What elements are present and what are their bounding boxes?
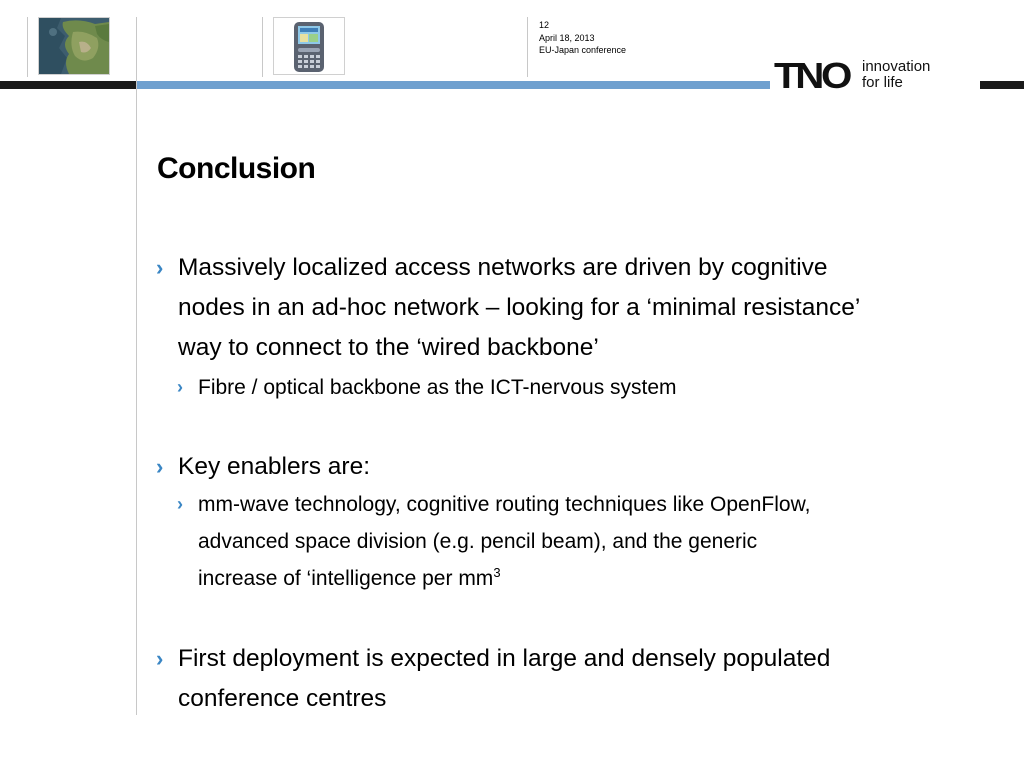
slide-event: EU-Japan conference bbox=[539, 45, 627, 55]
chevron-right-icon: › bbox=[177, 494, 183, 514]
chevron-right-icon: › bbox=[156, 646, 164, 671]
chevron-right-icon: › bbox=[177, 377, 183, 397]
bullet-1 bbox=[156, 248, 998, 368]
header-band-black-left bbox=[0, 81, 136, 89]
bullet-1-line-1: Massively localized access networks are driven by cognitive bbox=[178, 254, 828, 281]
bullet-2 bbox=[156, 447, 998, 487]
bullet-3-line-1: First deployment is expected in large and densely populated bbox=[178, 645, 831, 672]
superscript-three: 3 bbox=[493, 565, 501, 580]
logo-wordmark: TNO bbox=[774, 55, 850, 96]
header-divider-4 bbox=[527, 17, 528, 77]
logo-tagline-line2: for life bbox=[862, 74, 903, 91]
header-band-blue bbox=[137, 81, 770, 89]
bullet-1-sub bbox=[177, 369, 978, 406]
pda-device-thumbnail bbox=[273, 17, 345, 75]
bullet-3 bbox=[156, 639, 998, 719]
slide-number: 12 bbox=[539, 20, 550, 30]
bullet-2-sub-line-2: advanced space division (e.g. pencil beam), and the generic bbox=[198, 530, 758, 553]
satellite-map-thumbnail bbox=[38, 17, 110, 75]
chevron-right-icon: › bbox=[156, 454, 164, 479]
bullet-1-line-3: way to connect to the ‘wired backbone’ bbox=[178, 334, 599, 361]
bullet-2-sub-line-1: mm-wave technology, cognitive routing techniques like OpenFlow, bbox=[198, 493, 811, 516]
logo-tagline bbox=[862, 59, 930, 91]
header-divider-3 bbox=[262, 17, 263, 77]
slide-meta bbox=[539, 19, 626, 57]
bullet-3-line-2: conference centres bbox=[178, 685, 387, 712]
header-divider-2 bbox=[136, 17, 137, 715]
bullet-2-sub-line-3 bbox=[198, 560, 978, 597]
bullet-1-sub-text: Fibre / optical backbone as the ICT-nervous system bbox=[198, 376, 677, 399]
bullet-2-sub bbox=[177, 486, 978, 597]
slide-date: April 18, 2013 bbox=[539, 32, 595, 43]
bullet-2-text: Key enablers are: bbox=[178, 453, 371, 480]
bullet-1-line-2: nodes in an ad-hoc network – looking for a ‘minimal resistance’ bbox=[178, 294, 861, 321]
header-band-black-right bbox=[973, 81, 1024, 89]
logo-tagline-line1: innovation bbox=[862, 58, 931, 75]
chevron-right-icon: › bbox=[156, 255, 164, 280]
bullet-2-sub-line-3-text: increase of ‘intelligence per mm bbox=[198, 567, 494, 590]
slide-title: Conclusion bbox=[157, 152, 316, 185]
tno-logo bbox=[770, 55, 980, 96]
header-divider-1 bbox=[27, 17, 28, 77]
